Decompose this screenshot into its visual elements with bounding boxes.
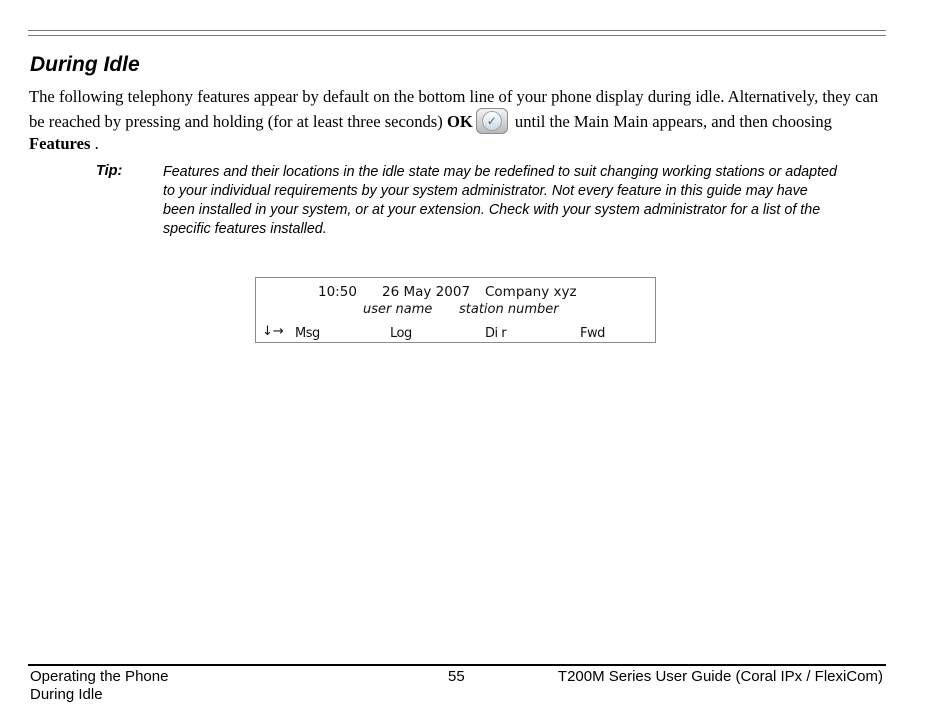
footer-rule (28, 664, 886, 666)
page-number: 55 (448, 668, 465, 685)
phone-display-illustration (255, 277, 656, 343)
display-arrows-icon: ↓→ (262, 324, 284, 339)
display-key-log: Log (390, 326, 412, 341)
display-company: Company xyz (485, 284, 577, 300)
ok-button-icon (476, 108, 508, 134)
display-station-number: station number (459, 302, 559, 317)
header-rule-bottom (28, 35, 886, 36)
display-key-fwd: Fwd (580, 326, 605, 341)
header-rule-top (28, 30, 886, 31)
display-date: 26 May 2007 (382, 284, 471, 300)
features-label: Features (29, 133, 91, 153)
footer-subsection: During Idle (30, 686, 103, 703)
ok-label: OK (446, 111, 473, 131)
intro-text-part2: until the Main Main appears, and then choosing (514, 111, 832, 131)
display-time: 10:50 (318, 284, 357, 300)
section-heading: During Idle (30, 53, 140, 76)
display-key-dir: Di r (485, 326, 507, 341)
footer-guide-title: T200M Series User Guide (Coral IPx / FlexiCom) (557, 668, 883, 685)
display-user-name: user name (363, 302, 433, 317)
tip-text: Features and their locations in the idle state may be redefined to suit changing working stations or adapted to your individual requirements by your system administrator. Not every feature in this guide may have been installed in your system, or at your extension. Check with your system administrator for a list of the specific features installed. (163, 164, 837, 237)
intro-end: . (94, 133, 99, 153)
intro-paragraph (29, 87, 889, 154)
footer-section: Operating the Phone (30, 668, 169, 685)
tip-label: Tip: (96, 163, 123, 179)
intro-text-part1: The following telephony features appear by default on the bottom line of your phone display during idle. Alternatively, they can be reached by pressing and holding (for at least three seconds) (29, 87, 879, 131)
check-icon: ✓ (482, 111, 502, 131)
display-key-msg: Msg (295, 326, 320, 341)
